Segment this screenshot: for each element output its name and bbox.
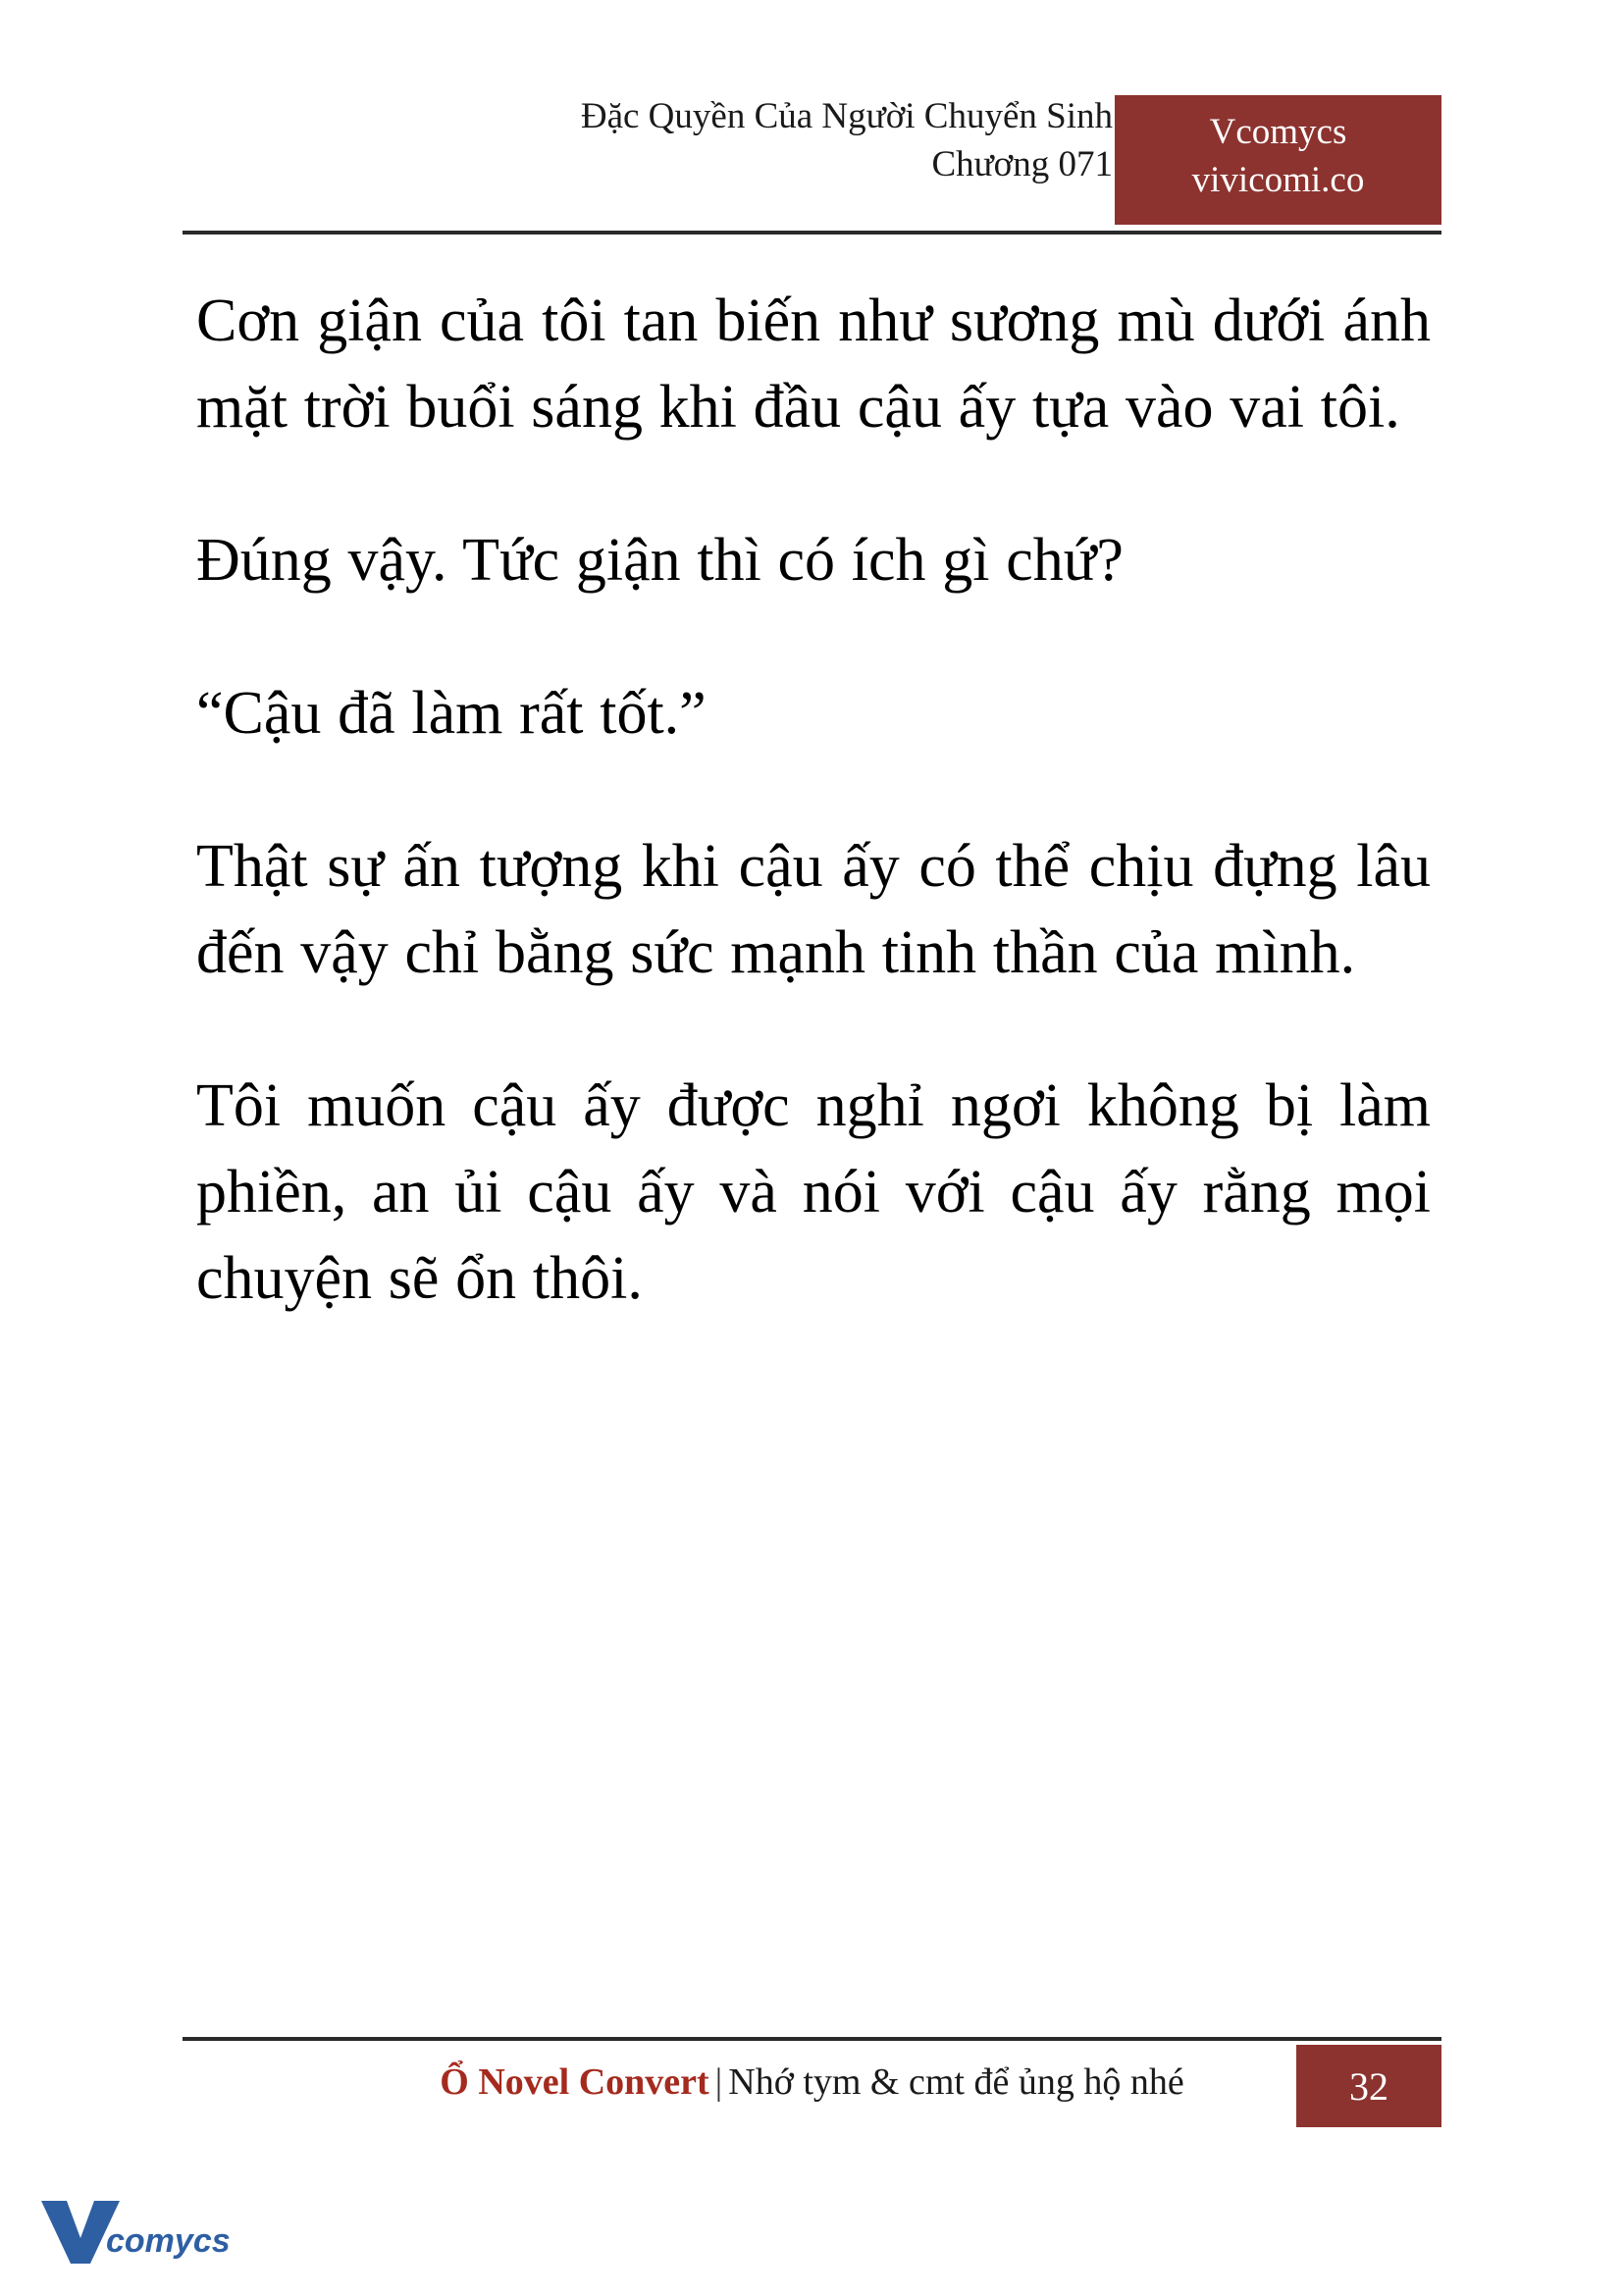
header-title-block (581, 93, 1113, 189)
footer-note: Nhớ tym & cmt để ủng hộ nhé (728, 2061, 1184, 2103)
site-badge-name: Vcomycs (1209, 112, 1347, 152)
paragraph: Tôi muốn cậu ấy được nghỉ ngơi không bị làm phiền, an ủi cậu ấy và nói với cậu ấy rằng mọi chuyện sẽ ổn thôi. (196, 1072, 1431, 1313)
paragraph: Cơn giận của tôi tan biến như sương mù dưới ánh mặt trời buổi sáng khi đầu cậu ấy tựa vào vai tôi. (196, 287, 1431, 442)
footer-credit (183, 2060, 1441, 2104)
page-footer (183, 2051, 1441, 2131)
footer-brand: Ổ Novel Convert (440, 2061, 709, 2103)
paragraph: Đúng vậy. Tức giận thì có ích gì chứ? (196, 527, 1124, 595)
paragraph: “Cậu đã làm rất tốt.” (196, 680, 707, 748)
site-badge (1115, 95, 1441, 225)
header-divider (183, 231, 1441, 235)
svg-text:comycs: comycs (106, 2222, 231, 2260)
site-badge-url: vivicomi.co (1191, 159, 1365, 200)
chapter-label: Chương 071 (931, 143, 1113, 184)
page-header (183, 93, 1441, 231)
paragraph: Thật sự ấn tượng khi cậu ấy có thể chịu đựng lâu đến vậy chỉ bằng sức mạnh tinh thần của mình. (196, 833, 1431, 987)
page-number: 32 (1296, 2045, 1441, 2127)
chapter-body (196, 278, 1431, 1322)
vcomycs-watermark-logo (37, 2183, 263, 2268)
footer-divider (183, 2037, 1441, 2041)
footer-separator: | (714, 2061, 723, 2103)
novel-title: Đặc Quyền Của Người Chuyển Sinh (580, 96, 1113, 136)
